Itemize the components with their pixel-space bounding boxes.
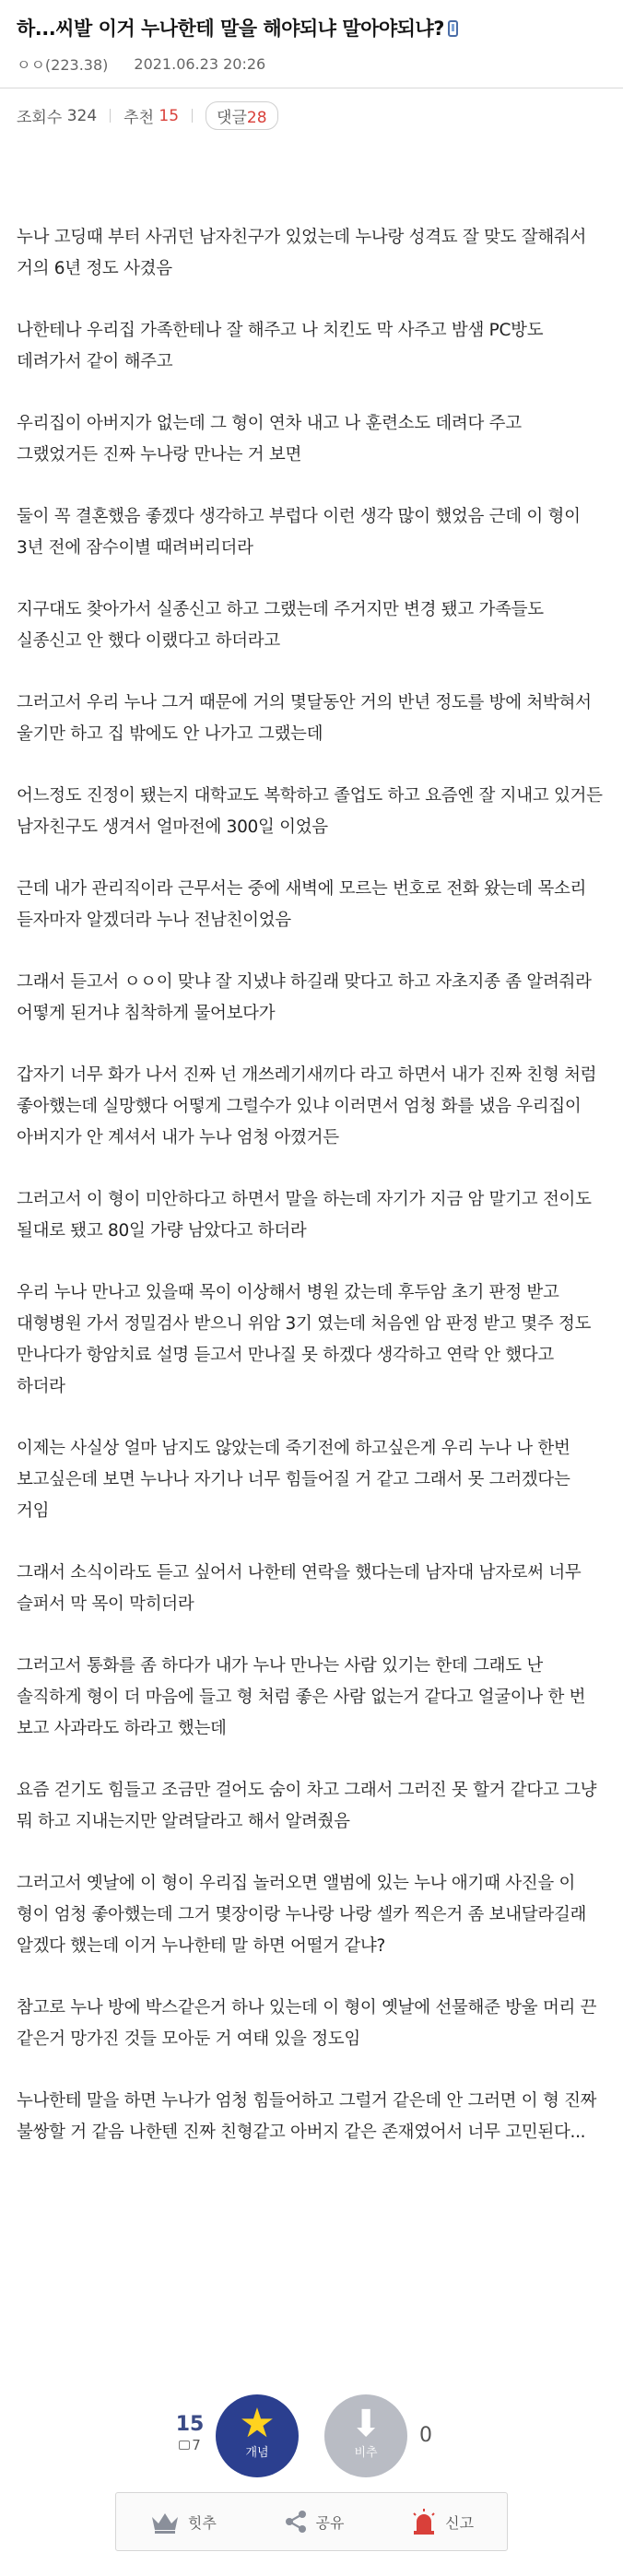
author-nickname[interactable]: ㅇㅇ(223.38)	[17, 56, 109, 74]
stats-divider	[192, 109, 193, 123]
recommend-count: 15	[159, 106, 180, 125]
report-label: 신고	[445, 2513, 475, 2532]
content-paragraph: 근데 내가 관리직이라 근무서는 중에 새벽에 모르는 번호로 전화 왔는데 목소리 듣자마자 알겠더라 누나 전남친이었음	[17, 879, 587, 930]
upvote-count: 15	[175, 2413, 205, 2436]
content-paragraph: 누나한테 말을 하면 누나가 엄청 힘들어하고 그럴거 같은데 안 그러면 이 형 진짜 불쌍할 거 같음 나한텐 진짜 친형같고 아버지 같은 존재였어서 너무 고민된다...	[17, 2091, 597, 2142]
comments-button[interactable]	[206, 101, 278, 130]
star-icon: ★	[239, 2400, 276, 2447]
content-paragraph: 어느정도 진정이 됐는지 대학교도 복학하고 졸업도 하고 요즘엔 잘 지내고 있거든 남자친구도 생겨서 얼마전에 300일 이었음	[17, 786, 603, 837]
crown-icon	[149, 2510, 181, 2534]
recommend-label: 추천	[123, 109, 154, 127]
content-paragraph: 그래서 듣고서 ㅇㅇ이 맞냐 잘 지냈냐 하길래 맞다고 하고 자초지종 좀 알려줘라 어떻게 된거냐 침착하게 물어보다가	[17, 972, 592, 1023]
content-paragraph: 그러고서 통화를 좀 하다가 내가 누나 만나는 사람 있기는 한데 그래도 난 솔직하게 형이 더 마음에 들고 형 처럼 좋은 사람 없는거 같다고 얼굴이나 한 번 보고 사과라도 하라고 했는데	[17, 1656, 586, 1738]
post-header	[0, 0, 623, 75]
report-button[interactable]	[410, 2509, 474, 2535]
fixed-upvote-count-wrap	[173, 2437, 206, 2453]
views-count: 324	[66, 106, 98, 125]
content-paragraph: 지구대도 찾아가서 실종신고 하고 그랬는데 주거지만 변경 됐고 가족들도 실종신고 안 했다 이랬다고 하더라고	[17, 600, 544, 651]
content-paragraph: 참고로 누나 방에 박스같은거 하나 있는데 이 형이 옛날에 선물해준 방울 머리 끈 같은거 망가진 것들 모아둔 거 여태 있을 정도임	[17, 1998, 597, 2049]
content-paragraph: 그러고서 우리 누나 그거 때문에 거의 몇달동안 거의 반년 정도를 방에 처박혀서 울기만 하고 집 밖에도 안 나가고 그랬는데	[17, 693, 592, 744]
share-label: 공유	[315, 2513, 345, 2532]
upvote-label: 개념	[245, 2446, 269, 2460]
vote-area	[0, 2387, 623, 2479]
post-datetime: 2021.06.23 20:26	[134, 55, 266, 73]
content-paragraph: 그래서 소식이라도 듣고 싶어서 나한테 연락을 했다는데 남자대 남자로써 너무 슬퍼서 막 목이 막히더라	[17, 1563, 582, 1614]
fixed-upvote-count: 7	[192, 2437, 201, 2453]
content-paragraph: 요즘 걷기도 힘들고 조금만 걸어도 숨이 차고 그래서 그러진 못 할거 같다고 그냥 뭐 하고 지내는지만 알려달라고 해서 알려줬음	[17, 1781, 597, 1831]
post-meta	[17, 53, 606, 75]
upvote-counts	[173, 2413, 206, 2453]
hit-recommend-button[interactable]	[149, 2510, 217, 2534]
content-paragraph: 우리집이 아버지가 없는데 그 형이 연차 내고 나 훈련소도 데려다 주고 그랬었거든 진짜 누나랑 만나는 거 보면	[17, 414, 522, 465]
downvote-count: 0	[419, 2424, 432, 2447]
content-paragraph: 그러고서 이 형이 미안하다고 하면서 말을 하는데 자기가 지금 암 말기고 전이도 될대로 됐고 80일 가량 남았다고 하더라	[17, 1190, 592, 1241]
content-paragraph: 이제는 사실상 얼마 남지도 않았는데 죽기전에 하고싶은게 우리 누나 나 한번 보고싶은데 보면 누나나 자기나 너무 힘들어질 거 같고 그래서 못 그러겠다는 거임	[17, 1439, 570, 1521]
post-title	[17, 15, 606, 42]
fixed-user-icon	[179, 2441, 190, 2450]
mobile-icon	[448, 20, 458, 37]
hit-label: 힛추	[187, 2513, 217, 2532]
stats-divider	[110, 109, 111, 123]
content-paragraph: 갑자기 너무 화가 나서 진짜 넌 개쓰레기새끼다 라고 하면서 내가 진짜 친형 처럼 좋아했는데 실망했다 어떻게 그럴수가 있냐 이러면서 엄청 화를 냈음 우리집이 아버지가 안 계셔서 내가 누나 엄청 아꼈거든	[17, 1065, 597, 1147]
downvote-button[interactable]	[324, 2394, 407, 2477]
share-icon	[283, 2509, 309, 2535]
post-stats	[0, 88, 623, 130]
siren-icon	[410, 2509, 438, 2535]
comments-label: 댓글	[217, 109, 247, 127]
content-paragraph: 둘이 꼭 결혼했음 좋겠다 생각하고 부럽다 이런 생각 많이 했었음 근데 이 형이 3년 전에 잠수이별 때려버리더라	[17, 507, 581, 558]
content-paragraph: 나한테나 우리집 가족한테나 잘 해주고 나 치킨도 막 사주고 밤샘 PC방도 데려가서 같이 해주고	[17, 321, 544, 371]
content-paragraph: 누나 고딩때 부터 사귀던 남자친구가 있었는데 누나랑 성격됴 잘 맞도 잘해줘서 거의 6년 정도 사겼음	[17, 228, 587, 278]
downvote-label: 비추	[354, 2446, 378, 2460]
comments-count: 28	[246, 109, 267, 127]
upvote-button[interactable]	[216, 2394, 299, 2477]
content-paragraph: 우리 누나 만나고 있을때 목이 이상해서 병원 갔는데 후두암 초기 판정 받고 대형병원 가서 정밀검사 받으니 위암 3기 였는데 처음엔 암 판정 받고 몇주 정도 만나다가 항암치료 설명 듣고서 만나질 못 하겠다 생각하고 연락 안 했다고 하더라	[17, 1283, 592, 1396]
share-button[interactable]	[283, 2509, 345, 2535]
down-arrow-icon: ⬇	[350, 2403, 382, 2445]
post-content	[0, 130, 623, 2148]
post-action-bar	[115, 2492, 508, 2551]
views-label: 조회수	[17, 109, 63, 127]
post-title-text: 하...씨발 이거 누나한테 말을 해야되냐 말아야되냐?	[17, 18, 444, 40]
content-paragraph: 그러고서 옛날에 이 형이 우리집 놀러오면 앨범에 있는 누나 애기때 사진을 이 형이 엄청 좋아했는데 그거 몇장이랑 누나랑 나랑 셀카 찍은거 좀 보내달라길래 알겠다 했는데 이거 누나한테 말 하면 어떨거 같냐?	[17, 1874, 587, 1956]
